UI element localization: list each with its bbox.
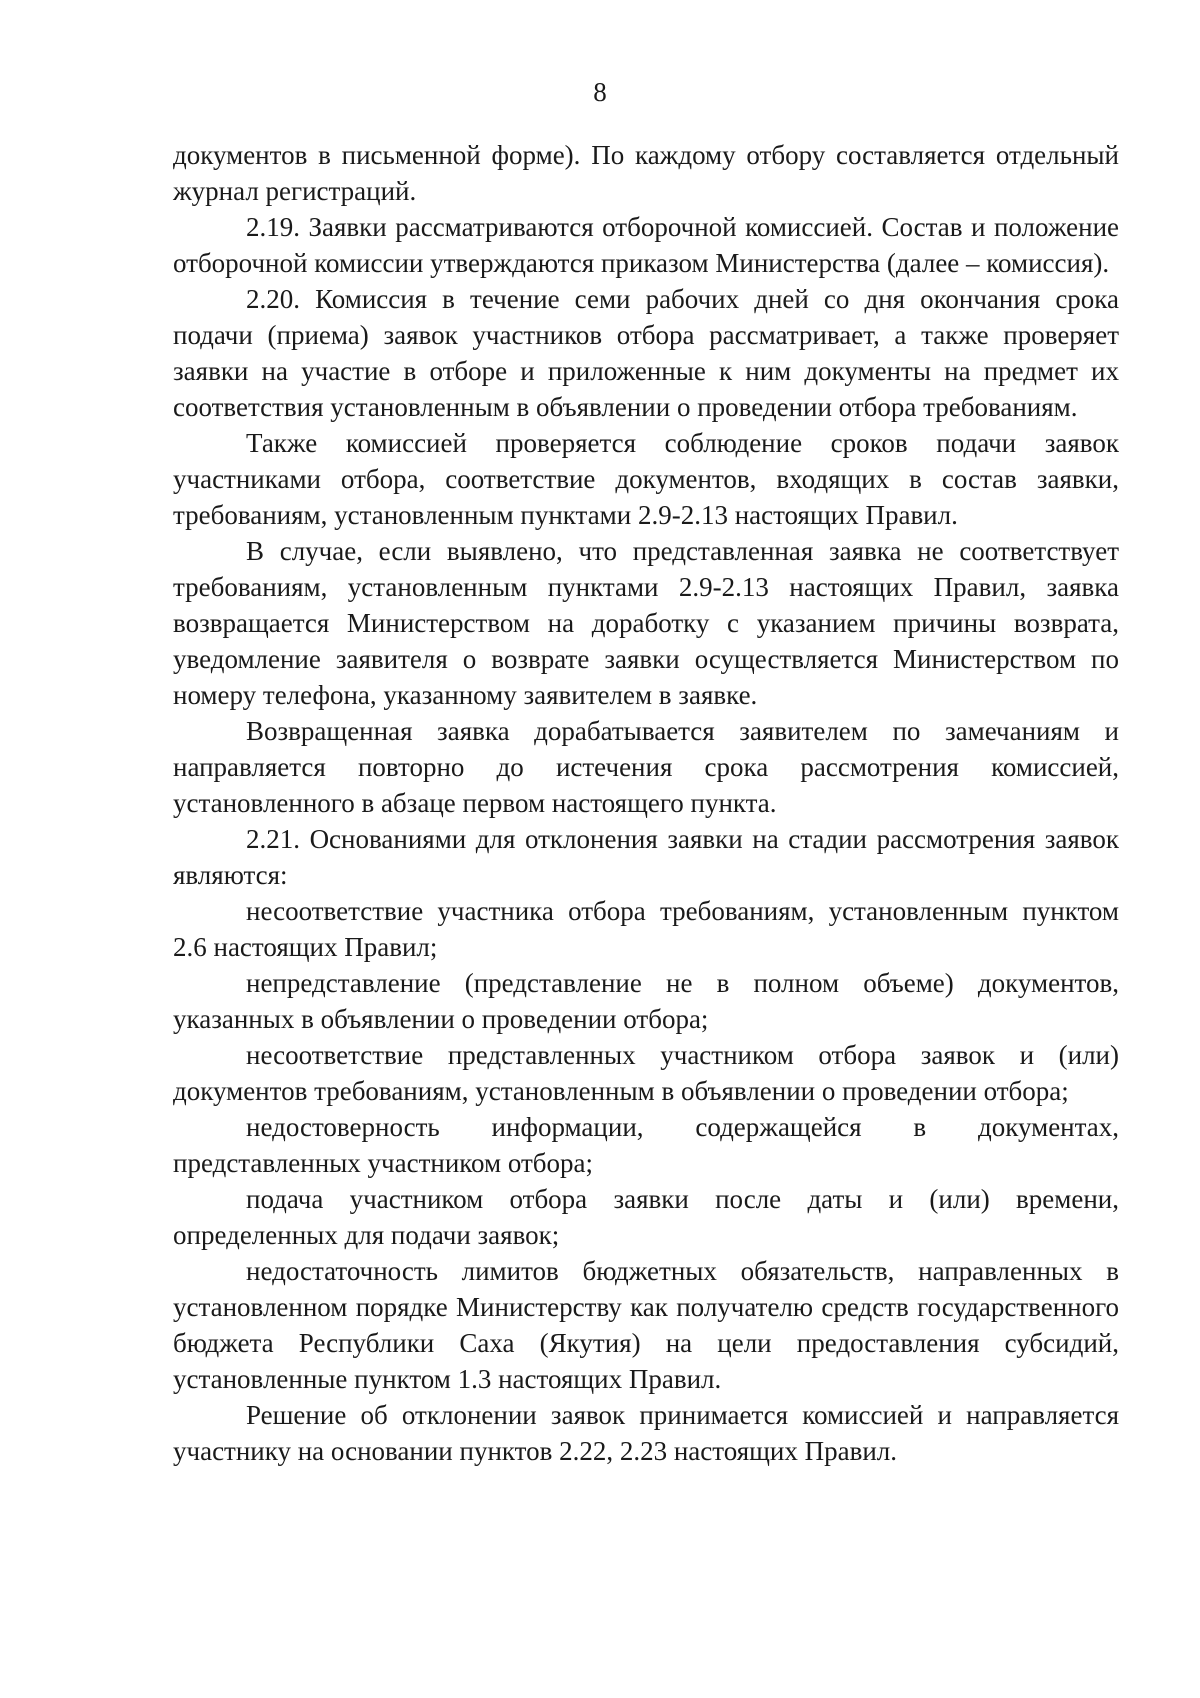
paragraph-2-20-check: Также комиссией проверяется соблюдение сроков подачи заявок участниками отбора, соответствие документов, входящих в состав заявки, требованиям, установленным пунктами 2.9-2.13 настоящих Правил.: [173, 428, 1119, 530]
list-item-ground-1: несоответствие участника отбора требованиям, установленным пунктом 2.6 настоящих Правил;: [173, 896, 1119, 962]
paragraph-continuation: документов в письменной форме). По каждому отбору составляется отдельный журнал регистраций.: [173, 140, 1119, 206]
paragraph-2-19: 2.19. Заявки рассматриваются отборочной комиссией. Состав и положение отборочной комиссии утверждаются приказом Министерства (далее – комиссия).: [173, 212, 1119, 278]
paragraph-2-20-return: В случае, если выявлено, что представленная заявка не соответствует требованиям, установленным пунктами 2.9-2.13 настоящих Правил, заявка возвращается Министерством на доработку с указанием причины возврата, уведомление заявителя о возврате заявки осуществляется Министерством по номеру телефона, указанному заявителем в заявке.: [173, 536, 1119, 710]
list-item-ground-2: непредставление (представление не в полном объеме) документов, указанных в объявлении о проведении отбора;: [173, 968, 1119, 1034]
list-item-ground-5: подача участником отбора заявки после даты и (или) времени, определенных для подачи заявок;: [173, 1184, 1119, 1250]
page-number: 8: [593, 77, 607, 107]
paragraph-2-20-rework: Возвращенная заявка дорабатывается заявителем по замечаниям и направляется повторно до истечения срока рассмотрения комиссией, установленного в абзаце первом настоящего пункта.: [173, 716, 1119, 818]
paragraph-2-20: 2.20. Комиссия в течение семи рабочих дней со дня окончания срока подачи (приема) заявок участников отбора рассматривает, а также проверяет заявки на участие в отборе и приложенные к ним документы на предмет их соответствия установленным в объявлении о проведении отбора требованиям.: [173, 284, 1119, 422]
paragraph-rejection-decision: Решение об отклонении заявок принимается комиссией и направляется участнику на основании пунктов 2.22, 2.23 настоящих Правил.: [173, 1400, 1119, 1466]
list-item-ground-4: недостоверность информации, содержащейся в документах, представленных участником отбора;: [173, 1112, 1119, 1178]
list-item-ground-3: несоответствие представленных участником отбора заявок и (или) документов требованиям, установленным в объявлении о проведении отбора;: [173, 1040, 1119, 1106]
paragraph-2-21: 2.21. Основаниями для отклонения заявки на стадии рассмотрения заявок являются:: [173, 824, 1119, 890]
document-body: [173, 137, 1119, 1469]
list-item-ground-6: недостаточность лимитов бюджетных обязательств, направленных в установленном порядке Министерству как получателю средств государственного бюджета Республики Саха (Якутия) на цели предоставления субсидий, установленные пунктом 1.3 настоящих Правил.: [173, 1256, 1119, 1394]
